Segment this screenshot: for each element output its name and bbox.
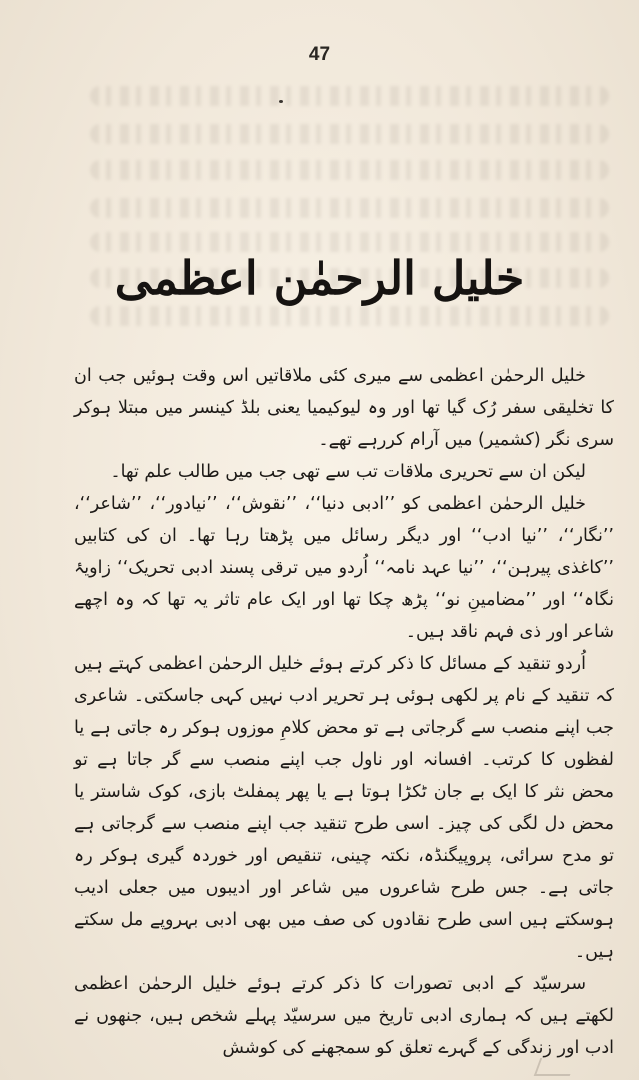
paragraph: خلیل الرحمٰن اعظمی کو ’’ادبی دنیا‘‘، ’’نقوش‘‘، ’’نیادور‘‘، ’’شاعر‘‘، ’’نگار‘‘، ’’نیا ادب‘‘ اور دیگر رسائل میں پڑھتا رہا تھا۔ ان کی کتابیں ’’کاغذی پیرہن‘‘، ’’نیا عہد نامہ‘‘ اُردو میں ترقی پسند ادبی تحریک‘‘ زاویۂ نگاہ‘‘ اور ’’مضامینِ نو‘‘ پڑھ چکا تھا اور ایک عام تاثر یہ تھا کہ وہ اچھے شاعر اور ذی فہم ناقد ہیں۔ bbox=[74, 494, 614, 642]
corner-mark bbox=[534, 1058, 577, 1076]
print-speck bbox=[279, 100, 283, 103]
paragraph: لیکن ان سے تحریری ملاقات تب سے تھی جب میں طالب علم تھا۔ bbox=[110, 462, 586, 482]
bleed-through-line bbox=[90, 86, 609, 106]
chapter-title: خلیل الرحمٰن اعظمی bbox=[114, 251, 525, 305]
page-number: 47 bbox=[308, 44, 331, 65]
bleed-through-line bbox=[90, 160, 609, 180]
paragraph: اُردو تنقید کے مسائل کا ذکر کرتے ہوئے خلیل الرحمٰن اعظمی کہتے ہیں کہ تنقید کے نام پر لکھی ہوئی ہر تحریر ادب نہیں کہی جاسکتی۔ شاعری جب اپنے منصب سے گرجاتی ہے تو محض کلامِ موزوں ہوکر رہ جاتی ہے یا لفظوں کا کرتب۔ افسانہ اور ناول جب اپنے منصب سے گر جاتا ہے تو محض نثر کا ایک بے جان ٹکڑا ہوتا ہے یا پھر پمفلٹ بازی، کوک شاستر یا محض دل لگی کی چیز۔ اسی طرح تنقید جب اپنے منصب سے گرجاتی ہے تو مدح سرائی، پروپیگنڈہ، نکتہ چینی، تنقیص اور خوردہ گیری ہوکر رہ جاتی ہے۔ جس طرح شاعروں میں شاعر اور ادیبوں میں جعلی ادیب ہوسکتے ہیں اسی طرح نقادوں کی صف میں بھی ادبی بہروپے مل سکتے ہیں۔ bbox=[74, 654, 614, 962]
paragraph: سرسیّد کے ادبی تصورات کا ذکر کرتے ہوئے خلیل الرحمٰن اعظمی لکھتے ہیں کہ ہماری ادبی تاریخ میں سرسیّد پہلے شخص ہیں، جنھوں نے ادب اور زندگی کے گہرے تعلق کو سمجھنے کی کوشش bbox=[74, 974, 614, 1058]
body-text bbox=[74, 360, 614, 1064]
bleed-through-line bbox=[90, 198, 609, 218]
bleed-through-line bbox=[90, 124, 609, 144]
paragraph: خلیل الرحمٰن اعظمی سے میری کئی ملاقاتیں اس وقت ہوئیں جب ان کا تخلیقی سفر رُک گیا تھا اور وہ لیوکیمیا یعنی بلڈ کینسر میں مبتلا ہوکر سری نگر (کشمیر) میں آرام کررہے تھے۔ bbox=[74, 366, 614, 450]
